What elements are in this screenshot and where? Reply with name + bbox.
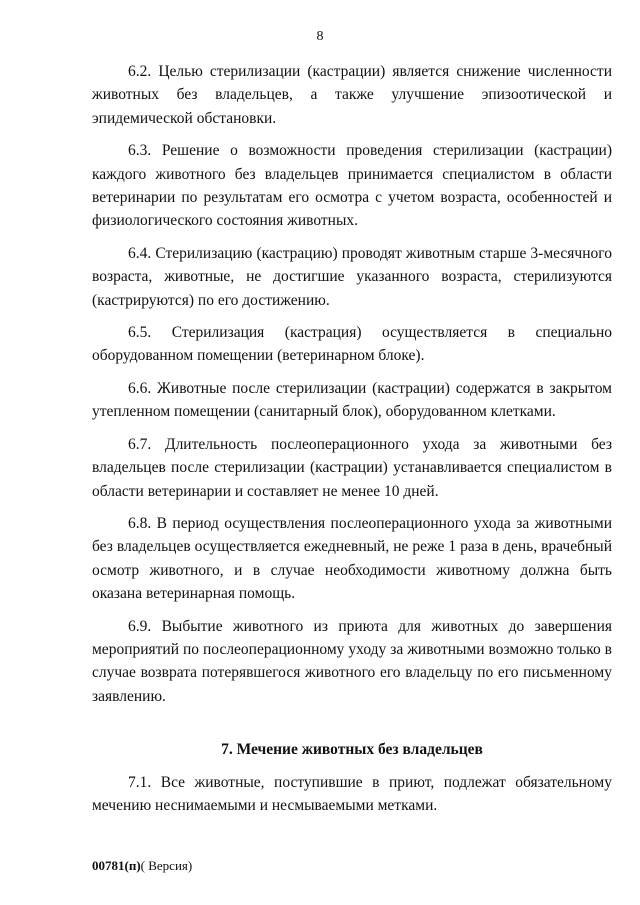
paragraph-6-2: 6.2. Целью стерилизации (кастрации) является снижение численности животных без владельцев, а также улучшение эпизоотической и эпидемической обстановки. [92,63,612,127]
paragraph-6-7: 6.7. Длительность послеоперационного ухода за животными без владельцев после стерилизации (кастрации) устанавливается специалистом в области ветеринарии и составляет не менее 10 дней. [92,435,612,500]
document-version: ( Версия) [140,858,193,873]
paragraph-6-8: 6.8. В период осуществления послеоперационного ухода за животными без владельцев осуществляется ежедневный, не реже 1 раза в день, врачебный осмотр животного, и в случае необходимости животному должна быть оказана ветеринарная помощь. [92,514,612,603]
page-number: 8 [316,29,324,44]
paragraph-6-6: 6.6. Животные после стерилизации (кастрации) содержатся в закрытом утепленном помещении (санитарный блок), оборудованном клетками. [92,379,612,421]
paragraph-7-1: 7.1. Все животные, поступившие в приют, подлежат обязательному мечению неснимаемыми и несмываемыми метками. [92,773,612,814]
section-heading: 7. Мечение животных без владельцев [221,741,483,759]
paragraph-6-3: 6.3. Решение о возможности проведения стерилизации (кастрации) каждого животного без владельцев принимается специалистом в области ветеринарии по результатам его осмотра с учетом возраста, особенностей и физиологического состояния животных. [92,142,612,230]
paragraph-6-9: 6.9. Выбытие животного из приюта для животных до завершения мероприятий по послеоперационному уходу за животными возможно только в случае возврата потерявшегося животного его владельцу по его письменному заявлению. [92,617,612,705]
document-code: 00781(п) [92,858,141,873]
document-body [92,60,612,826]
document-footer [92,858,192,874]
paragraph-6-4: 6.4. Стерилизацию (кастрацию) проводят животным старше 3-месячного возраста, животные, не достигшие указанного возраста, стерилизуются (кастрируются) по его достижению. [92,244,612,309]
paragraph-6-5: 6.5. Стерилизация (кастрация) осуществляется в специально оборудованном помещении (ветеринарном блоке). [92,324,612,365]
